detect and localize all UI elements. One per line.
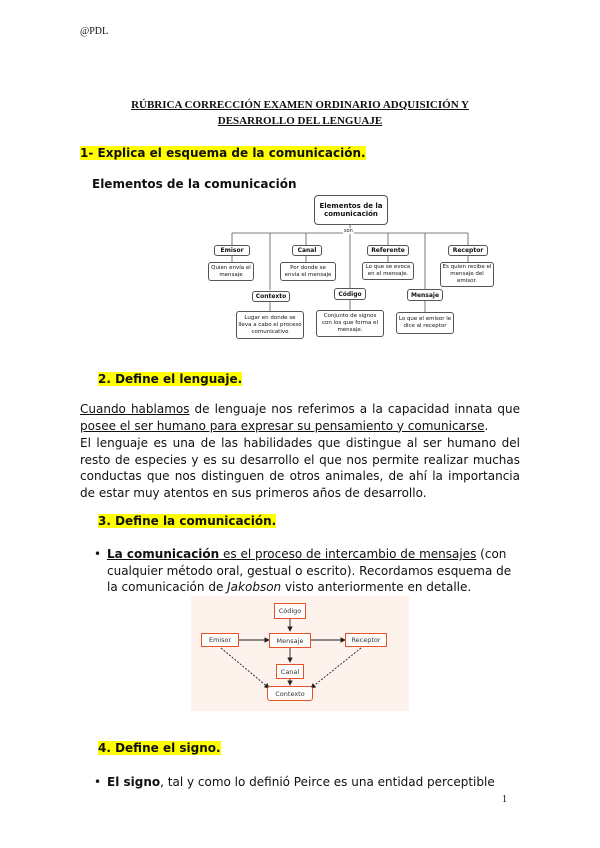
jakobson-canal: Canal <box>276 664 304 679</box>
node-contexto-desc: Lugar en donde se lleva a cabo el proceso comunicativo <box>236 311 304 339</box>
sign-definition: El signo, tal y como lo definió Peirce es una entidad perceptible <box>107 775 495 789</box>
section-4-heading: 4. Define el signo. <box>98 741 221 755</box>
document-title <box>80 97 520 129</box>
node-receptor: Receptor <box>448 245 488 256</box>
node-referente: Referente <box>367 245 409 256</box>
jakobson-contexto: Contexto <box>267 686 313 701</box>
title-line-1: RÚBRICA CORRECCIÓN EXAMEN ORDINARIO ADQUISICIÓN Y <box>131 99 469 111</box>
communication-elements-diagram <box>200 193 500 343</box>
jakobson-receptor: Receptor <box>345 633 387 647</box>
bullet-icon: • <box>94 547 102 561</box>
node-mensaje: Mensaje <box>407 289 443 301</box>
node-emisor: Emisor <box>214 245 250 256</box>
section-1-subheading: Elementos de la comunicación <box>92 177 297 191</box>
node-referente-desc: Lo que se evoca en el mensaje. <box>362 262 414 280</box>
diagram-root: Elementos de la comunicación <box>314 195 388 225</box>
jakobson-emisor: Emisor <box>201 633 239 647</box>
language-definition-p1: Cuando hablamos de lenguaje nos referimos a la capacidad innata que posee el ser humano para expresar su pensamiento y comunicarse. <box>80 402 520 433</box>
node-codigo-desc: Conjunto de signos con los que forma el mensaje. <box>316 310 384 337</box>
node-canal: Canal <box>292 245 322 256</box>
title-line-2: DESARROLLO DEL LENGUAJE <box>217 115 383 127</box>
section-3-heading: 3. Define la comunicación. <box>98 514 277 528</box>
section-2-heading: 2. Define el lenguaje. <box>98 372 243 386</box>
bullet-icon: • <box>94 775 102 789</box>
language-definition-p2: El lenguaje es una de las habilidades que distingue al ser humano del resto de especies y es su desarrollo el que nos permite realizar muchas conductas que nos distinguen de otros animales, de ahí la importancia de estar muy atentos en sus primeros años de desarrollo. <box>80 436 520 500</box>
page-number: 1 <box>502 794 507 805</box>
jakobson-mensaje: Mensaje <box>269 633 311 648</box>
node-contexto: Contexto <box>252 291 290 302</box>
node-codigo: Código <box>334 288 366 300</box>
node-emisor-desc: Quien envía el mensaje <box>208 262 254 281</box>
jakobson-codigo: Código <box>274 603 306 619</box>
section-1-heading: 1- Explica el esquema de la comunicación. <box>80 146 366 160</box>
communication-definition: La comunicación es el proceso de intercambio de mensajes (con cualquier método oral, gestual o escrito). Recordamos esquema de la comunicación de Jakobson visto anteriormente en detalle. <box>107 547 512 594</box>
diagram-connector-label: son <box>344 228 353 234</box>
node-receptor-desc: Es quien recibe el mensaje del emisor. <box>440 262 494 287</box>
jakobson-diagram <box>191 596 409 711</box>
header-mark: @PDL <box>80 26 109 37</box>
node-mensaje-desc: Lo que el emisor le dice al receptor <box>396 312 454 334</box>
node-canal-desc: Por donde se envía el mensaje <box>280 262 336 281</box>
